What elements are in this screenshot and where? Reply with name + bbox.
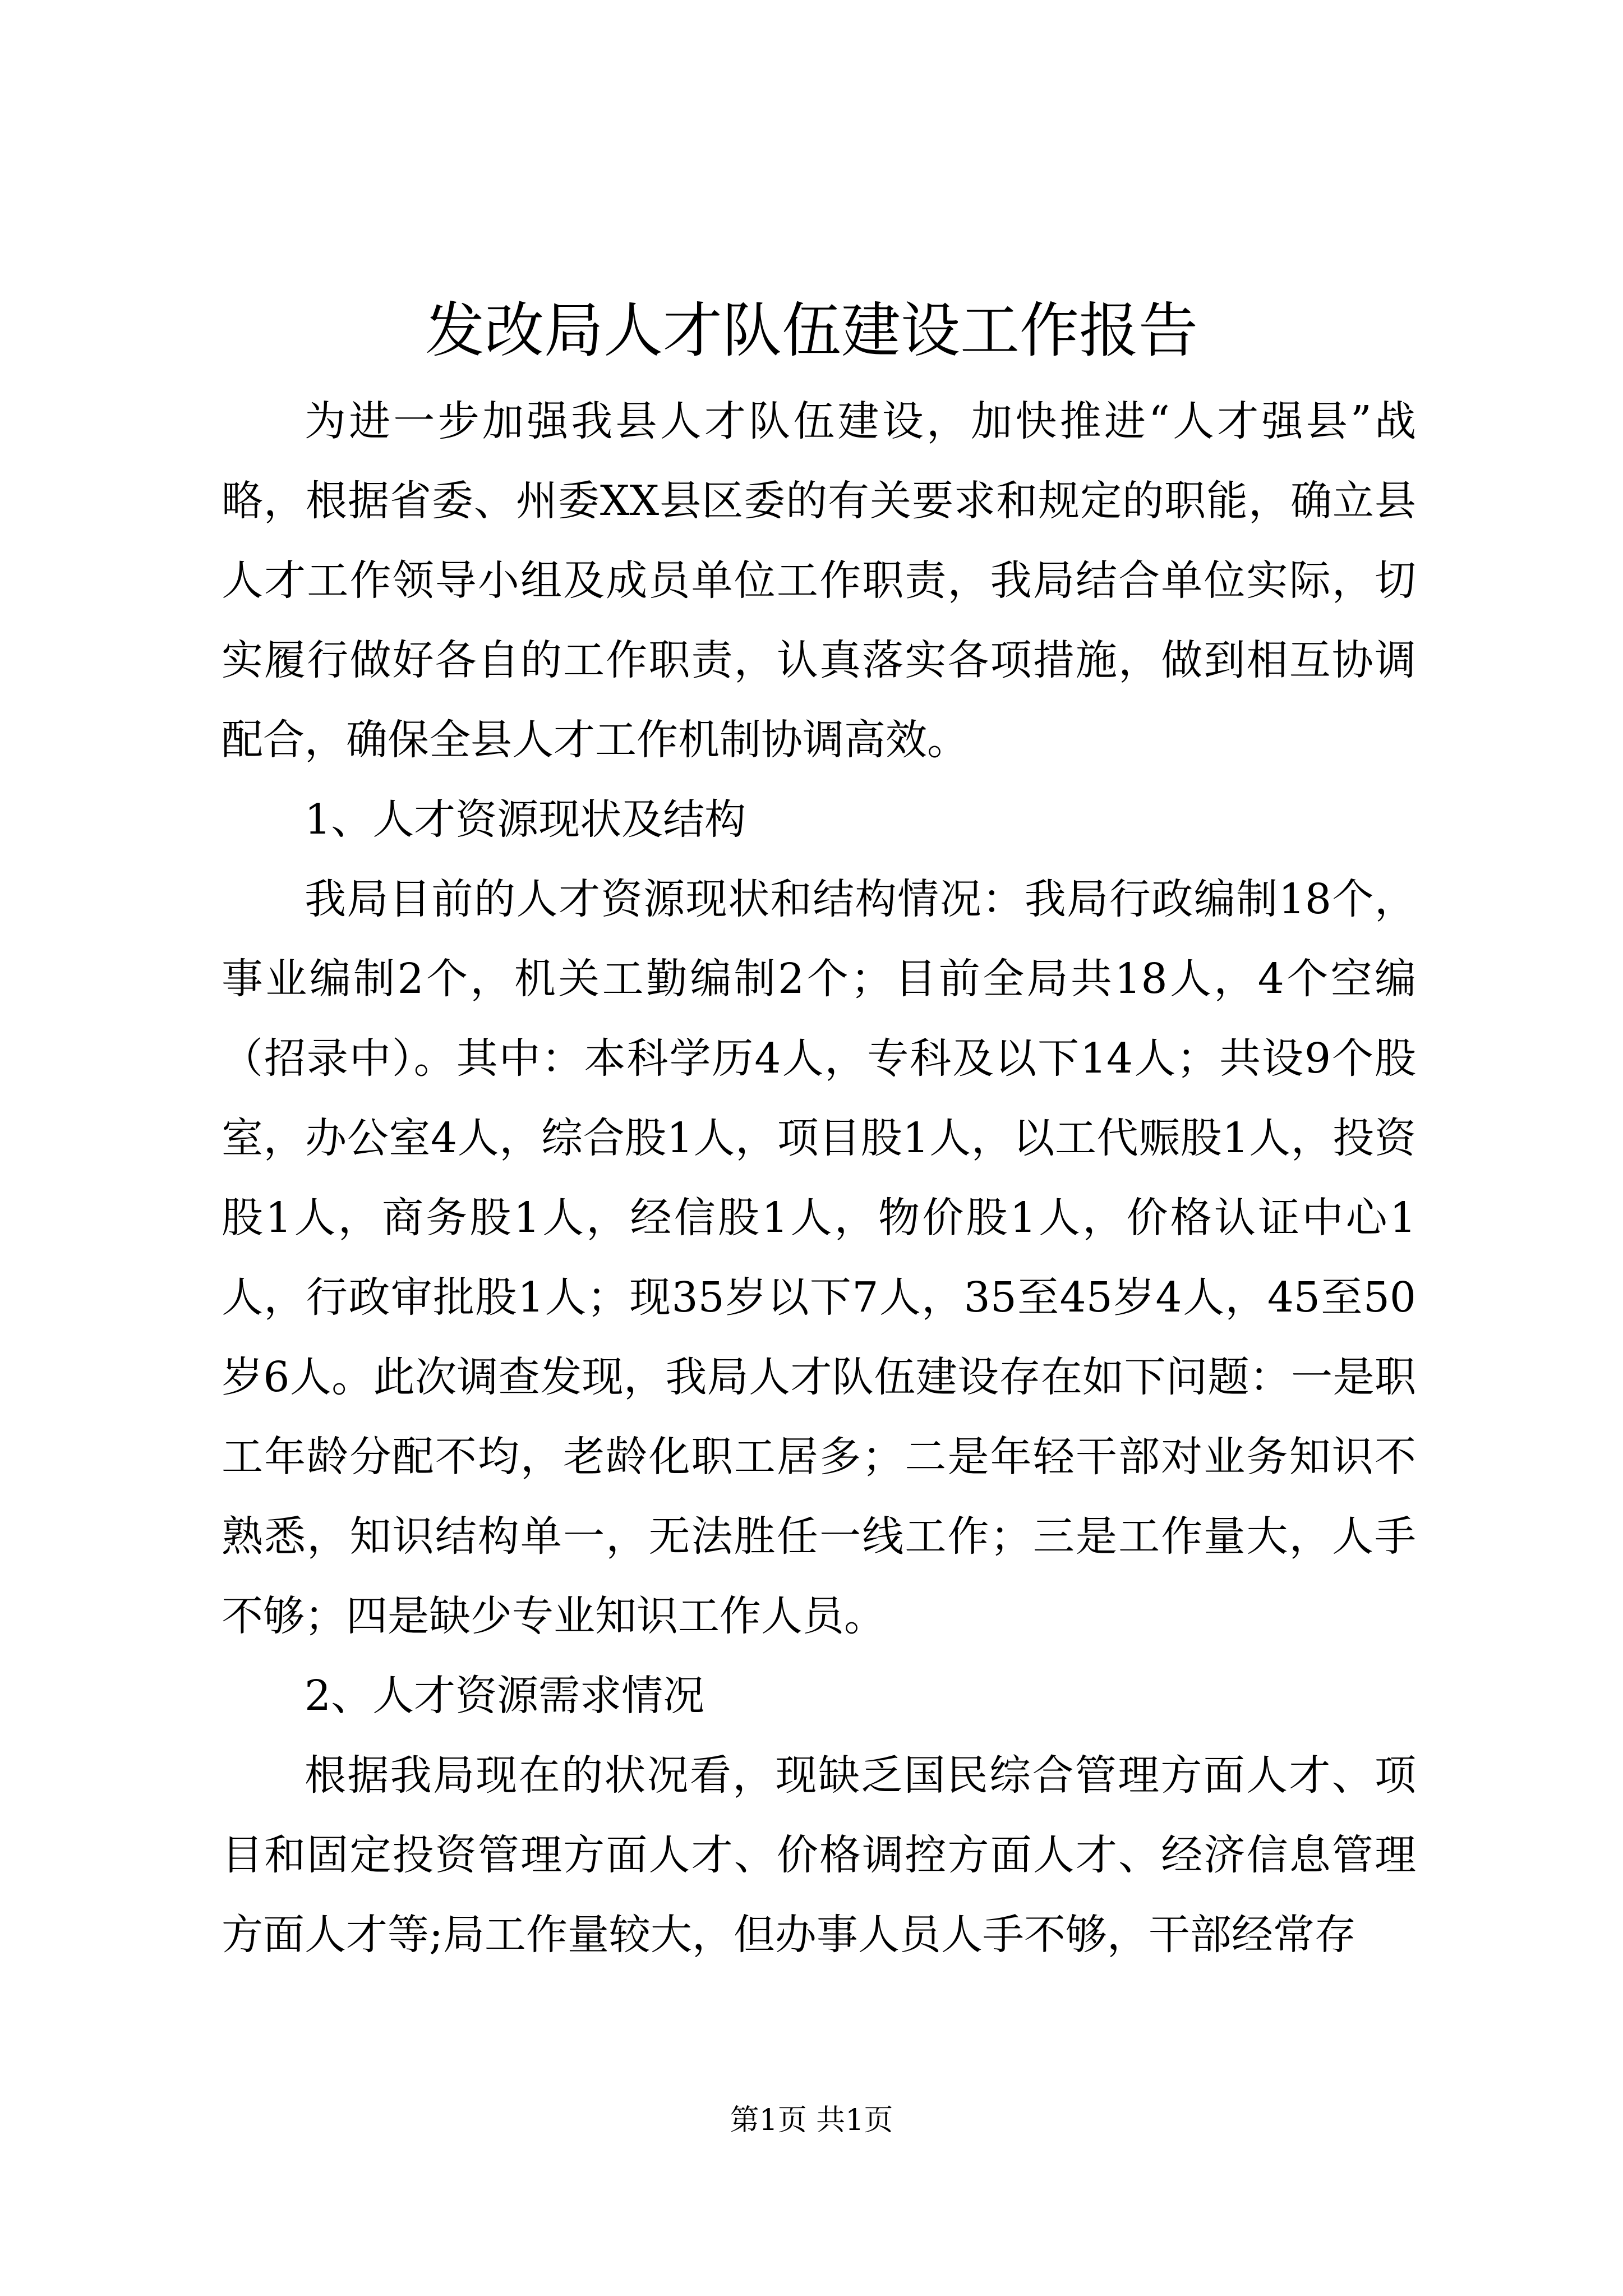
section-2-paragraph: 根据我局现在的状况看，现缺乏国民综合管理方面人才、项目和固定投资管理方面人才、价格调控方面人才、经济信息管理方面人才等;局工作量较大，但办事人员人手不够，干部经常存 [222,1751,1416,1959]
page-footer: 第1页 共1页 [730,2104,893,2137]
section-1-paragraph: 我局目前的人才资源现状和结构情况：我局行政编制18个，事业编制2个，机关工勤编制2个；目前全局共18人，4个空编（招录中）。其中：本科学历4人，专科及以下14人；共设9个股室，办公室4人，综合股1人，项目股1人，以工代赈股1人，投资股1人，商务股1人，经信股1人，物价股1人，价格认证中心1人，行政审批股1人；现35岁以下7人，35至45岁4人，45至50岁6人。此次调查发现，我局人才队伍建设存在如下问题：一是职工年龄分配不均，老龄化职工居多；二是年轻干部对业务知识不熟悉，知识结构单一，无法胜任一线工作；三是工作量大，人手不够；四是缺少专业知识工作人员。 [222,875,1416,1640]
document-body [222,381,1416,1975]
section-heading-1: 1、人才资源现状及结构 [305,795,746,844]
section-heading-2: 2、人才资源需求情况 [305,1672,705,1720]
intro-paragraph: 为进一步加强我县人才队伍建设，加快推进“人才强县”战略，根据省委、州委XX县区委的有关要求和规定的职能，确立县人才工作领导小组及成员单位工作职责，我局结合单位实际，切实履行做好各自的工作职责，认真落实各项措施，做到相互协调配合，确保全县人才工作机制协调高效。 [222,397,1416,764]
document-title: 发改局人才队伍建设工作报告 [425,296,1198,365]
